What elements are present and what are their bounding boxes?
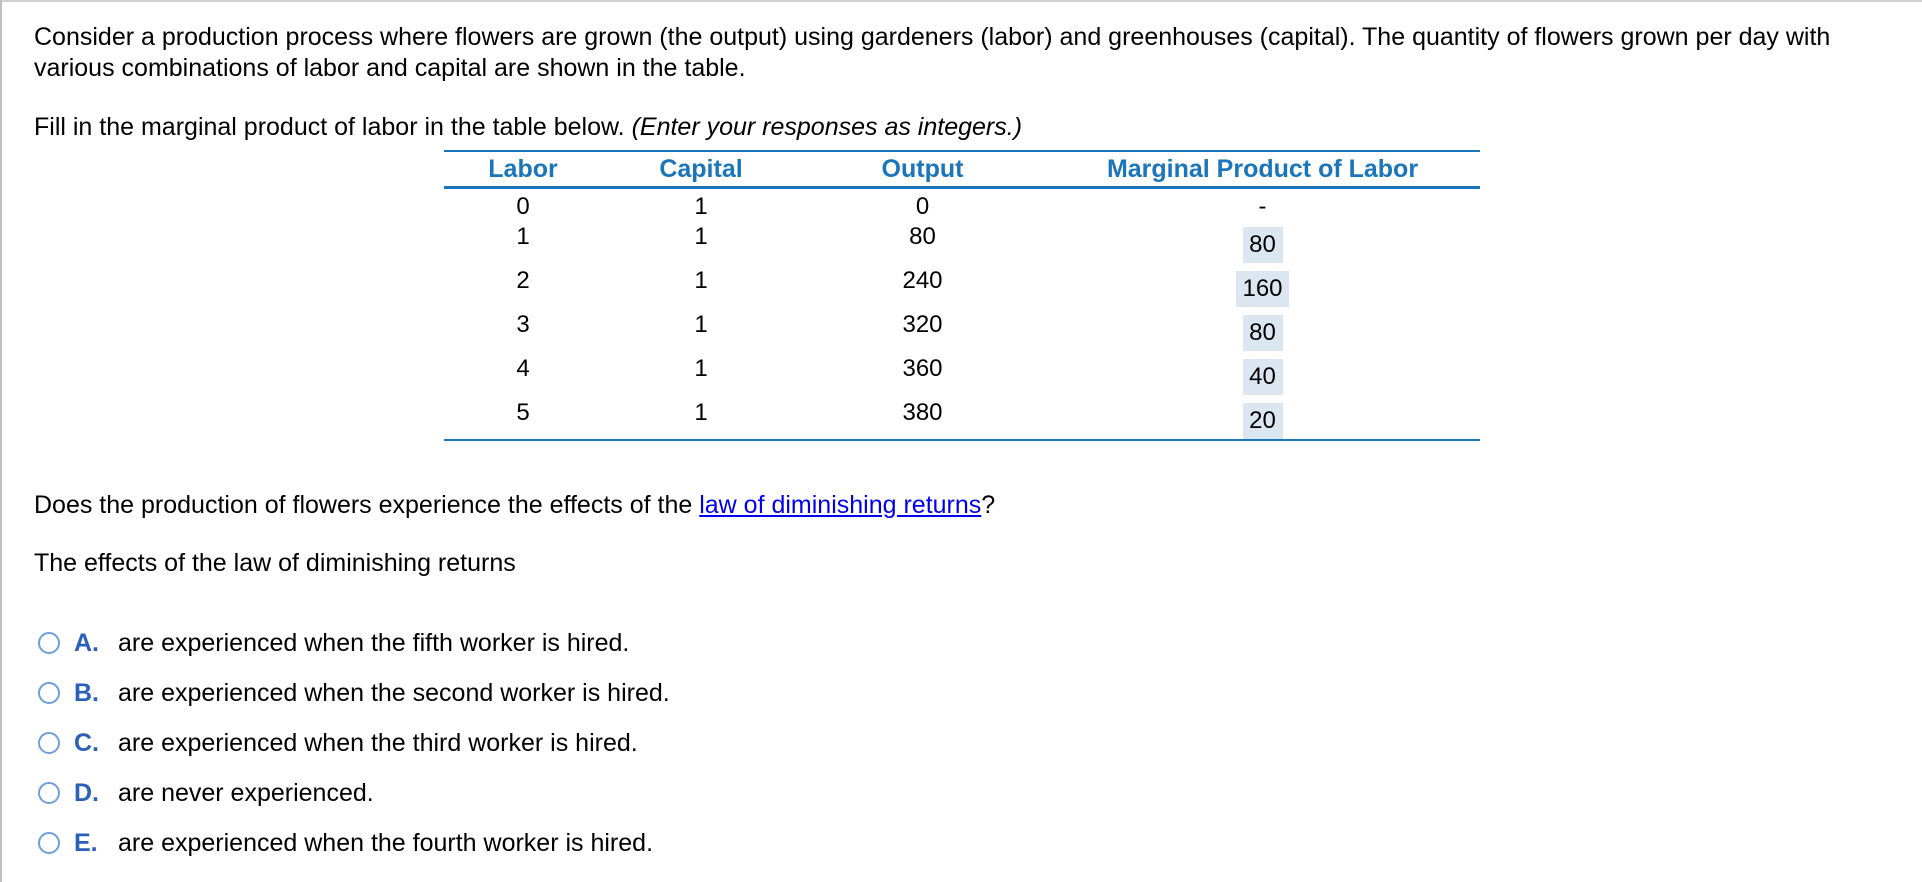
radio-icon[interactable] bbox=[38, 832, 60, 854]
table-row bbox=[444, 355, 1480, 399]
cell-labor: 4 bbox=[516, 355, 530, 382]
option-letter: A. bbox=[74, 628, 99, 657]
cell-capital: 1 bbox=[694, 193, 708, 220]
cell-output: 80 bbox=[909, 223, 936, 250]
answer-stem: The effects of the law of diminishing returns bbox=[34, 549, 516, 577]
option-b[interactable] bbox=[38, 668, 670, 718]
cell-mpl bbox=[1045, 311, 1480, 355]
option-letter: C. bbox=[74, 728, 99, 757]
cell-labor: 3 bbox=[516, 311, 530, 338]
radio-icon[interactable] bbox=[38, 782, 60, 804]
option-c[interactable] bbox=[38, 718, 670, 768]
question-mark: ? bbox=[981, 491, 996, 519]
mpl-answer-field[interactable]: 80 bbox=[1243, 315, 1283, 351]
table-row bbox=[444, 267, 1480, 311]
cell-output: 380 bbox=[800, 399, 1045, 440]
option-letter: B. bbox=[74, 678, 99, 707]
instruction-text bbox=[34, 112, 1904, 143]
cell-output: 0 bbox=[915, 193, 930, 220]
option-text: are never experienced. bbox=[118, 778, 374, 807]
intro-text: Consider a production process where flowers are grown (the output) using gardeners (labor) and greenhouses (capital). The quantity of flowers grown per day with various combinations of labor and capital are shown in the table. bbox=[34, 23, 1831, 82]
table-header-row bbox=[444, 151, 1480, 188]
header-capital: Capital bbox=[602, 151, 800, 188]
cell-mpl bbox=[1045, 267, 1480, 311]
production-table bbox=[444, 150, 1480, 441]
option-d[interactable] bbox=[38, 768, 670, 818]
header-output: Output bbox=[800, 151, 1045, 188]
radio-icon[interactable] bbox=[38, 682, 60, 704]
mpl-answer-field[interactable]: 40 bbox=[1243, 359, 1283, 395]
cell-capital: 1 bbox=[694, 223, 708, 250]
option-text: are experienced when the fifth worker is hired. bbox=[118, 628, 630, 657]
question-text: Does the production of flowers experience the effects of the bbox=[34, 491, 700, 519]
cell-labor: 5 bbox=[444, 399, 602, 440]
cell-mpl bbox=[1045, 355, 1480, 399]
cell-labor: 1 bbox=[516, 223, 530, 250]
cell-labor: 0 bbox=[516, 193, 530, 220]
mpl-answer-field[interactable]: 80 bbox=[1243, 227, 1283, 263]
table-row bbox=[444, 188, 1480, 224]
law-of-diminishing-returns-link[interactable]: law of diminishing returns bbox=[699, 491, 982, 519]
cell-capital: 1 bbox=[694, 267, 708, 294]
top-border bbox=[0, 0, 1922, 2]
option-text: are experienced when the second worker is hired. bbox=[118, 678, 670, 707]
option-text: are experienced when the fourth worker is hired. bbox=[118, 828, 654, 857]
cell-capital: 1 bbox=[694, 311, 708, 338]
cell-capital: 1 bbox=[694, 355, 708, 382]
cell-labor: 2 bbox=[516, 267, 530, 294]
question-content bbox=[34, 22, 1904, 143]
cell-capital: 1 bbox=[602, 399, 800, 440]
table-row bbox=[444, 311, 1480, 355]
cell-mpl: - bbox=[1258, 193, 1267, 220]
answer-options bbox=[38, 618, 670, 868]
option-letter: D. bbox=[74, 778, 99, 807]
cell-mpl bbox=[1045, 399, 1480, 440]
table-row bbox=[444, 399, 1480, 440]
radio-icon[interactable] bbox=[38, 732, 60, 754]
cell-mpl bbox=[1045, 223, 1480, 267]
cell-output: 320 bbox=[902, 311, 943, 338]
option-text: are experienced when the third worker is hired. bbox=[118, 728, 638, 757]
instruction-main: Fill in the marginal product of labor in the table below. bbox=[34, 113, 632, 141]
cell-output: 360 bbox=[902, 355, 943, 382]
instruction-note: (Enter your responses as integers.) bbox=[631, 113, 1023, 141]
option-a[interactable] bbox=[38, 618, 670, 668]
cell-output: 240 bbox=[902, 267, 943, 294]
mpl-answer-field[interactable]: 160 bbox=[1236, 271, 1288, 307]
header-mpl: Marginal Product of Labor bbox=[1045, 151, 1480, 188]
option-e[interactable] bbox=[38, 818, 670, 868]
left-border bbox=[0, 0, 2, 882]
radio-icon[interactable] bbox=[38, 632, 60, 654]
header-labor: Labor bbox=[444, 151, 602, 188]
option-letter: E. bbox=[74, 828, 98, 857]
table-row bbox=[444, 223, 1480, 267]
mpl-answer-field[interactable]: 20 bbox=[1243, 403, 1283, 439]
diminishing-returns-question bbox=[34, 490, 995, 521]
